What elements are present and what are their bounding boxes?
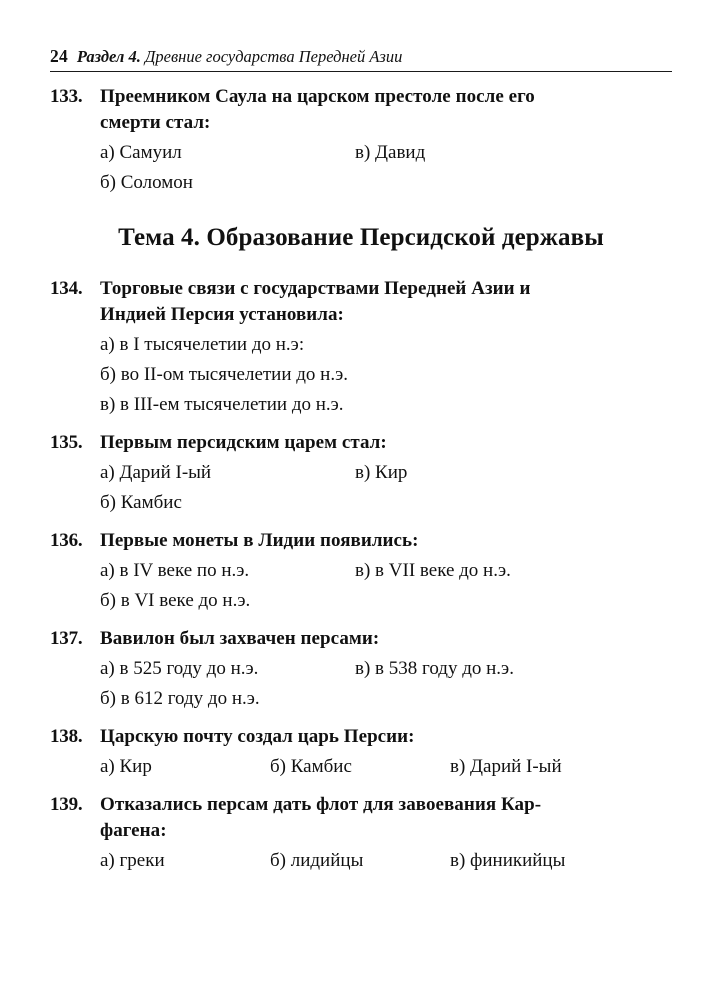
running-header bbox=[50, 46, 672, 67]
option-a[interactable]: а) в I тысячелетии до н.э: bbox=[100, 334, 305, 355]
theme-heading: Тема 4. Образование Персидской державы bbox=[118, 224, 604, 251]
option-row bbox=[100, 488, 672, 518]
option-row bbox=[100, 586, 672, 616]
option-a[interactable]: а) Самуил bbox=[100, 142, 182, 163]
option-row bbox=[100, 556, 672, 586]
question-stem: Первые монеты в Лидии появились: bbox=[100, 530, 419, 551]
question-stem-line-1: Торговые связи с государствами Передней Азии и bbox=[100, 278, 531, 299]
question-stem bbox=[100, 276, 672, 328]
option-a[interactable]: а) в 525 году до н.э. bbox=[100, 658, 259, 679]
question-134 bbox=[50, 276, 672, 420]
question-stem: Вавилон был захвачен персами: bbox=[100, 628, 380, 649]
option-v[interactable]: в) финикийцы bbox=[450, 850, 566, 871]
option-a[interactable]: а) греки bbox=[100, 850, 165, 871]
option-v[interactable]: в) в VII веке до н.э. bbox=[355, 560, 511, 581]
option-b[interactable]: б) во II-ом тысячелетии до н.э. bbox=[100, 364, 349, 385]
question-stem bbox=[100, 792, 672, 844]
option-b[interactable]: б) в VI веке до н.э. bbox=[100, 590, 251, 611]
option-row bbox=[100, 752, 672, 782]
answer-options bbox=[100, 654, 672, 714]
question-stem: Первым персидским царем стал: bbox=[100, 432, 387, 453]
option-row bbox=[100, 330, 672, 360]
option-v[interactable]: в) в III-ем тысячелетии до н.э. bbox=[100, 394, 344, 415]
question-stem-line-1: Отказались персам дать флот для завоевания Кар- bbox=[100, 794, 542, 815]
question-number: 136. bbox=[50, 530, 83, 551]
question-stem: Царскую почту создал царь Персии: bbox=[100, 726, 415, 747]
header-rule bbox=[50, 71, 672, 72]
question-number: 137. bbox=[50, 628, 83, 649]
question-stem-line-2: фагена: bbox=[100, 820, 167, 841]
section-label: Раздел 4. bbox=[76, 47, 141, 66]
option-b[interactable]: б) Камбис bbox=[100, 492, 182, 513]
question-stem bbox=[100, 84, 672, 136]
question-stem-line-1: Преемником Саула на царском престоле после его bbox=[100, 86, 535, 107]
question-number: 133. bbox=[50, 86, 83, 107]
question-stem-line-2: Индией Персия установила: bbox=[100, 304, 344, 325]
option-v[interactable]: в) Кир bbox=[355, 462, 408, 483]
option-b[interactable]: б) в 612 году до н.э. bbox=[100, 688, 260, 709]
option-v[interactable]: в) Давид bbox=[355, 142, 426, 163]
question-stem-line-2: смерти стал: bbox=[100, 112, 211, 133]
question-number: 138. bbox=[50, 726, 83, 747]
option-a[interactable]: а) Кир bbox=[100, 756, 152, 777]
option-v[interactable]: в) Дарий I-ый bbox=[450, 756, 562, 777]
answer-options bbox=[100, 556, 672, 616]
option-b[interactable]: б) Камбис bbox=[270, 756, 352, 777]
answer-options bbox=[100, 458, 672, 518]
question-number: 135. bbox=[50, 432, 83, 453]
option-a[interactable]: а) Дарий I-ый bbox=[100, 462, 212, 483]
page-content bbox=[50, 84, 672, 876]
option-v[interactable]: в) в 538 году до н.э. bbox=[355, 658, 514, 679]
question-133 bbox=[50, 84, 672, 198]
question-136 bbox=[50, 528, 672, 616]
option-b[interactable]: б) Соломон bbox=[100, 172, 193, 193]
option-row bbox=[100, 458, 672, 488]
question-135 bbox=[50, 430, 672, 518]
question-138 bbox=[50, 724, 672, 782]
question-number: 134. bbox=[50, 278, 83, 299]
answer-options bbox=[100, 138, 672, 198]
question-number: 139. bbox=[50, 794, 83, 815]
option-row bbox=[100, 654, 672, 684]
option-b[interactable]: б) лидийцы bbox=[270, 850, 364, 871]
option-row bbox=[100, 846, 672, 876]
option-row bbox=[100, 138, 672, 168]
option-row bbox=[100, 360, 672, 390]
option-a[interactable]: а) в IV веке по н.э. bbox=[100, 560, 250, 581]
section-title: Древние государства Передней Азии bbox=[144, 47, 403, 66]
page-number: 24 bbox=[50, 46, 68, 66]
answer-options bbox=[100, 330, 672, 420]
option-row bbox=[100, 684, 672, 714]
option-row bbox=[100, 390, 672, 420]
answer-options bbox=[100, 752, 672, 782]
question-139 bbox=[50, 792, 672, 876]
answer-options bbox=[100, 846, 672, 876]
question-137 bbox=[50, 626, 672, 714]
option-row bbox=[100, 168, 672, 198]
